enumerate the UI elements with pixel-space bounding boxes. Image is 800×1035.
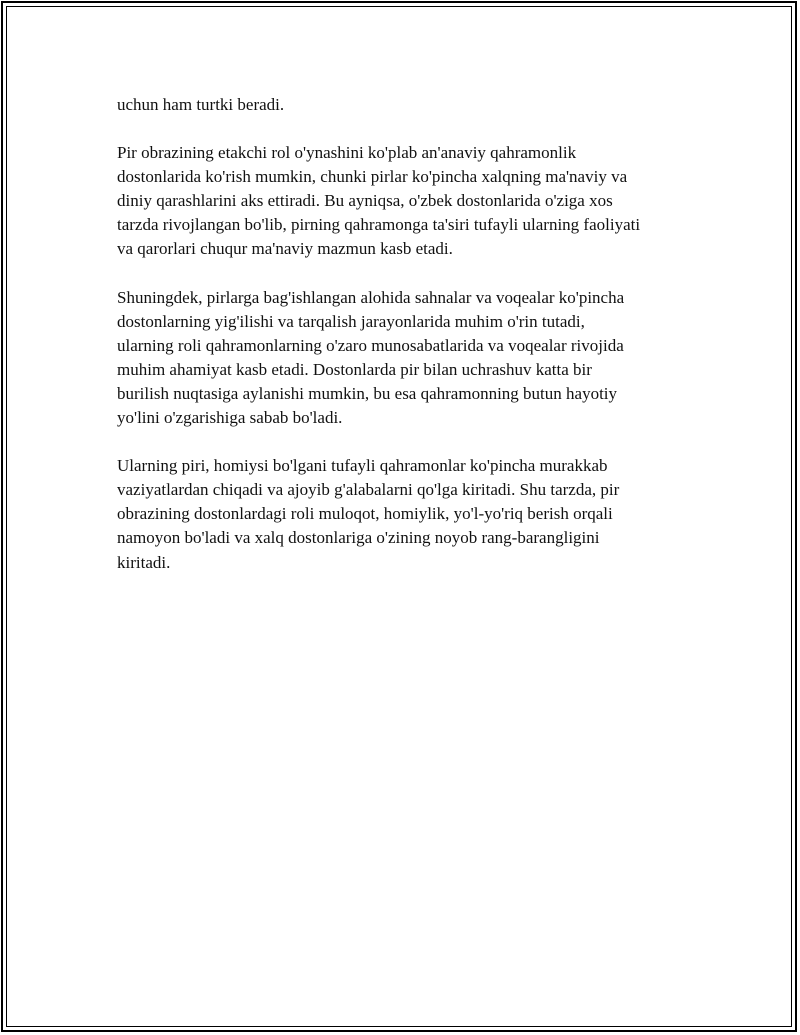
paragraph-1 bbox=[117, 93, 697, 117]
paragraph-line: obrazining dostonlardagi roli muloqot, homiylik, yo'l-yo'riq berish orqali bbox=[117, 504, 613, 524]
paragraph-line: tarzda rivojlangan bo'lib, pirning qahramonga ta'siri tufayli ularning faoliyati bbox=[117, 215, 641, 235]
paragraph-line: uchun ham turtki beradi. bbox=[117, 95, 285, 114]
paragraph-line: namoyon bo'ladi va xalq dostonlariga o'zining noyob rang-barangligini bbox=[117, 528, 600, 548]
paragraph-line: dostonlarning yig'ilishi va tarqalish jarayonlarida muhim o'rin tutadi, bbox=[117, 311, 585, 331]
paragraph-line: Pir obrazining etakchi rol o'ynashini ko'plab an'anaviy qahramonlik bbox=[117, 143, 577, 163]
paragraph-line: dostonlarida ko'rish mumkin, chunki pirlar ko'pincha xalqning ma'naviy va bbox=[117, 167, 628, 187]
paragraph-2 bbox=[117, 141, 697, 261]
paragraph-line: kiritadi. bbox=[117, 552, 171, 572]
document-page bbox=[1, 1, 797, 1032]
document-body bbox=[117, 93, 697, 599]
paragraph-4 bbox=[117, 454, 697, 574]
paragraph-3 bbox=[117, 286, 697, 431]
paragraph-line: ularning roli qahramonlarning o'zaro munosabatlarida va voqealar rivojida bbox=[117, 335, 624, 355]
paragraph-line: Ularning piri, homiysi bo'lgani tufayli qahramonlar ko'pincha murakkab bbox=[117, 456, 608, 476]
paragraph-line: Shuningdek, pirlarga bag'ishlangan alohida sahnalar va voqealar ko'pincha bbox=[117, 287, 625, 307]
paragraph-line: va qarorlari chuqur ma'naviy mazmun kasb etadi. bbox=[117, 239, 453, 259]
paragraph-line: muhim ahamiyat kasb etadi. Dostonlarda pir bilan uchrashuv katta bir bbox=[117, 359, 592, 379]
paragraph-line: burilish nuqtasiga aylanishi mumkin, bu esa qahramonning butun hayotiy bbox=[117, 383, 618, 403]
paragraph-line: yo'lini o'zgarishiga sabab bo'ladi. bbox=[117, 408, 343, 428]
paragraph-line: vaziyatlardan chiqadi va ajoyib g'alabalarni qo'lga kiritadi. Shu tarzda, pir bbox=[117, 480, 620, 500]
paragraph-line: diniy qarashlarini aks ettiradi. Bu ayniqsa, o'zbek dostonlarida o'ziga xos bbox=[117, 191, 613, 211]
